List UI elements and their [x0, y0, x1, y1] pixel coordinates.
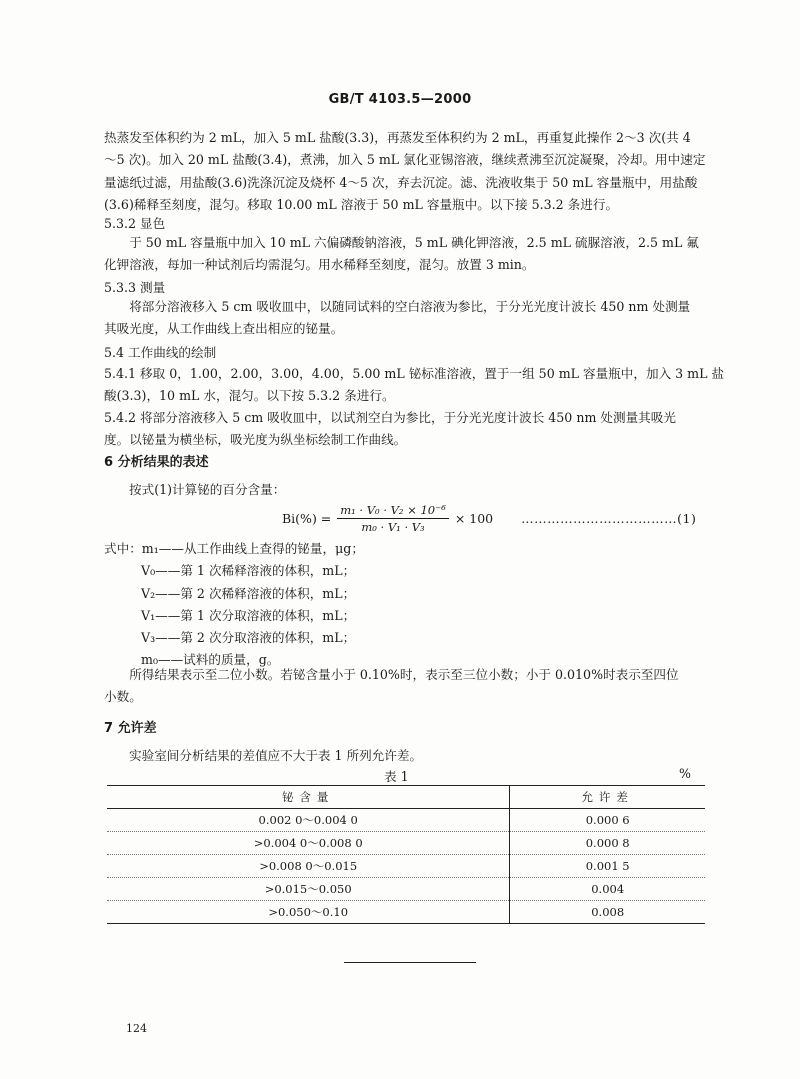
definition-line: 式中：m₁——从工作曲线上查得的铋量，μg；: [104, 541, 364, 556]
standard-code-header: GB/T 4103.5—2000: [328, 92, 472, 107]
section-6-heading: 6 分析结果的表述: [104, 455, 209, 470]
table-cell: 0.008: [591, 905, 625, 919]
table-cell: >0.004 0～0.008 0: [107, 832, 510, 855]
table-row: [107, 832, 705, 855]
column-header-bismuth-content: 铋含量: [107, 786, 510, 809]
text-line: 于 50 mL 容量瓶中加入 10 mL 六偏磷酸钠溶液，5 mL 碘化钾溶液，2.5 mL 硫脲溶液，2.5 mL 氟: [129, 235, 699, 250]
formula-rhs: × 100: [454, 511, 494, 526]
table-cell: 0.000 6: [510, 809, 705, 832]
section-5-3-2-heading: 5.3.2 显色: [104, 216, 166, 231]
text-line: 5.4.1 移取 0，1.00，2.00，3.00，4.00，5.00 mL 铋标准溶液，置于一组 50 mL 容量瓶中，加入 3 mL 盐: [104, 366, 725, 381]
column-header-tolerance: 允许差: [510, 786, 705, 809]
table-cell: 0.001 5: [510, 855, 705, 878]
text-line: 量滤纸过滤，用盐酸(3.6)洗涤沉淀及烧杯 4～5 次，弃去沉淀。滤、洗液收集于 50 mL 容量瓶中，用盐酸: [104, 174, 698, 190]
text-line: 将部分溶液移入 5 cm 吸收皿中，以随同试料的空白溶液为参比，于分光光度计波长 450 nm 处测量: [129, 299, 691, 314]
section-5-4-2-body: [104, 407, 676, 452]
table-caption: 表 1: [384, 769, 409, 784]
end-of-standard-rule: [344, 962, 476, 963]
definition-line: V₁——第 1 次分取溶液的体积，mL；: [141, 607, 356, 623]
text-line: 所得结果表示至二位小数。若铋含量小于 0.10%时，表示至三位小数；小于 0.010%时表示至四位: [129, 667, 679, 682]
text-line: 酸(3.3)，10 mL 水，混匀。以下按 5.3.2 条进行。: [104, 388, 395, 404]
definition-line: m₀——试料的质量，g。: [141, 652, 280, 668]
paragraph-continued: [104, 127, 705, 216]
table-cell: 0.000 8: [510, 832, 705, 855]
formula-numerator: m₁ · V₀ · V₂ × 10⁻⁶: [337, 503, 449, 519]
text-line: 其吸光度，从工作曲线上查出相应的铋量。: [104, 321, 344, 337]
table-cell: >0.008 0～0.015: [107, 855, 510, 878]
formula-fraction: [337, 503, 449, 534]
text-line: 小数。: [104, 689, 142, 705]
tolerance-table: [107, 785, 705, 924]
tolerance-intro: 实验室间分析结果的差值应不大于表 1 所列允许差。: [129, 748, 423, 763]
definition-line: V₂——第 2 次稀释溶液的体积，mL；: [141, 585, 356, 601]
table-unit: %: [679, 766, 691, 781]
table-cell: >0.050～0.10: [107, 901, 510, 924]
text-line: (3.6)稀释至刻度，混匀。移取 10.00 mL 溶液于 50 mL 容量瓶中。以下接 5.3.2 条进行。: [104, 196, 619, 212]
variable-definitions: [104, 538, 364, 672]
text-line: 热蒸发至体积约为 2 mL，加入 5 mL 盐酸(3.3)，再蒸发至体积约为 2 mL，再重复此操作 2～3 次(共 4: [104, 130, 691, 145]
text-line: 化钾溶液，每加一种试剂后均需混匀。用水稀释至刻度，混匀。放置 3 min。: [104, 257, 535, 273]
table-header-row: [107, 786, 705, 809]
text-line: 度。以铋量为横坐标，吸光度为纵坐标绘制工作曲线。: [104, 432, 407, 448]
section-5-4-1-body: [104, 363, 724, 408]
section-7-heading: 7 允许差: [104, 721, 157, 736]
formula-intro: 按式(1)计算铋的百分含量：: [129, 482, 286, 497]
table-row: [107, 809, 705, 832]
table-row: [107, 901, 705, 924]
formula-1: [282, 503, 696, 534]
result-precision-paragraph: [104, 664, 679, 709]
formula-denominator: m₀ · V₁ · V₃: [361, 520, 425, 534]
table-cell: 0.002 0～0.004 0: [107, 809, 510, 832]
text-line: 5.4.2 将部分溶液移入 5 cm 吸收皿中，以试剂空白为参比，于分光光度计波长 450 nm 处测量其吸光: [104, 410, 676, 425]
section-5-3-3-body: [104, 296, 690, 341]
table-row: [107, 878, 705, 901]
section-5-3-2-body: [104, 232, 699, 277]
definition-line: V₃——第 2 次分取溶液的体积，mL；: [141, 630, 356, 646]
table-cell: >0.015～0.050: [107, 878, 510, 901]
text-line: ～5 次)。加入 20 mL 盐酸(3.4)，煮沸，加入 5 mL 氯化亚锡溶液，继续煮沸至沉淀凝聚，冷却。用中速定: [104, 152, 706, 168]
formula-lhs: Bi(%) =: [282, 511, 332, 526]
definition-line: V₀——第 1 次稀释溶液的体积，mL；: [141, 563, 356, 579]
table-row: [107, 855, 705, 878]
formula-number: ………………………………(1): [521, 511, 697, 526]
section-5-4-heading: 5.4 工作曲线的绘制: [104, 345, 217, 360]
section-5-3-3-heading: 5.3.3 测量: [104, 280, 166, 295]
table-cell: 0.004: [510, 878, 705, 901]
page-number: 124: [126, 1022, 147, 1035]
